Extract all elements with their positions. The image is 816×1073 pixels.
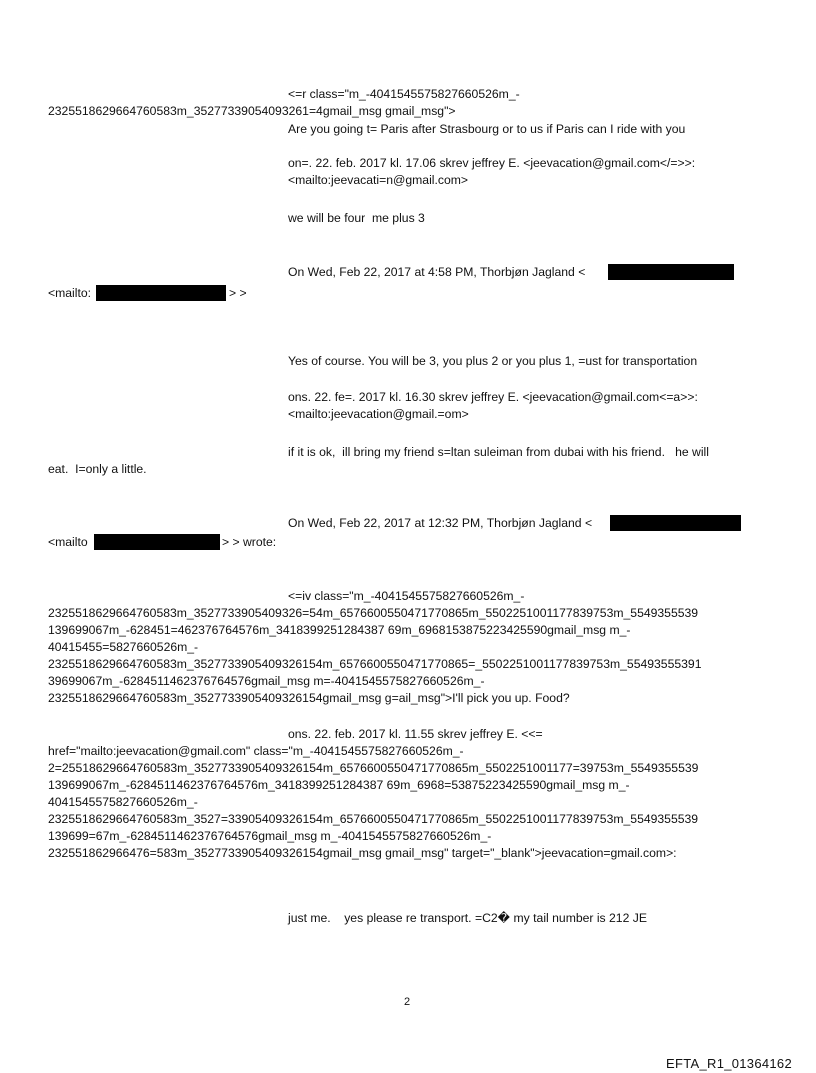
text-line: <mailto — [48, 535, 88, 549]
text-line: > > — [229, 286, 247, 300]
text-line: Yes of course. You will be 3, you plus 2 or you plus 1, =ust for transportation — [288, 354, 698, 368]
text-line: on=. 22. feb. 2017 kl. 17.06 skrev jeffrey E. <jeevacation@gmail.com</=>>: — [288, 156, 696, 170]
text-line: Are you going t= Paris after Strasbourg or to us if Paris can I ride with you — [288, 122, 686, 136]
text-line: <=iv class="m_-4041545575827660526m_- — [288, 589, 525, 603]
text-line: if it is ok, ill bring my friend s=ltan suleiman from dubai with his friend. he will — [288, 445, 709, 459]
text-line: 2=25518629664760583m_3527733905409326154m_6576600550471770865m_5502251001177=39753m_5549355539 — [48, 761, 699, 775]
text-line: 4041545575827660526m_- — [48, 795, 198, 809]
text-line: ons. 22. feb. 2017 kl. 11.55 skrev jeffrey E. <<= — [288, 727, 543, 741]
text-line: eat. I=only a little. — [48, 462, 147, 476]
text-line: <=r class="m_-4041545575827660526m_- — [288, 87, 520, 101]
text-line: 40415455=5827660526m_- — [48, 640, 199, 654]
text-line: href="mailto:jeevacation@gmail.com" class="m_-4041545575827660526m_- — [48, 744, 464, 758]
text-line: <mailto:jeevacation@gmail.=om> — [288, 407, 469, 421]
text-line: 2325518629664760583m_3527733905409326154gmail_msg g=ail_msg">I'll pick you up. Food? — [48, 691, 570, 705]
text-line: 39699067m_-6284511462376764576gmail_msg m=-4041545575827660526m_- — [48, 674, 485, 688]
text-line: 2325518629664760583m_3527733905409326154m_6576600550471770865=_5502251001177839753m_55493555391 — [48, 657, 702, 671]
text-line: we will be four me plus 3 — [288, 211, 425, 225]
text-line: On Wed, Feb 22, 2017 at 4:58 PM, Thorbjøn Jagland < — [288, 265, 586, 279]
text-line: 2325518629664760583m_3527=33905409326154m_6576600550471770865m_5502251001177839753m_5549355539 — [48, 812, 699, 826]
text-line: just me. yes please re transport. =C2� my tail number is 212 JE — [288, 911, 647, 925]
text-line: 139699067m_-628451=462376764576m_3418399251284387 69m_6968153875223425590gmail_msg m_- — [48, 623, 631, 637]
redaction-box — [94, 534, 220, 550]
redaction-box — [608, 264, 734, 280]
page-number: 2 — [404, 996, 411, 1008]
text-line: 139699067m_-6284511462376764576m_3418399251284387 69m_6968=53875223425590gmail_msg m_- — [48, 778, 630, 792]
redaction-box — [610, 515, 741, 531]
text-line: <mailto:jeevacati=n@gmail.com> — [288, 173, 469, 187]
text-line: 2325518629664760583m_3527733905409326=54m_6576600550471770865m_5502251001177839753m_5549355539 — [48, 606, 699, 620]
text-line: > > wrote: — [222, 535, 277, 549]
text-line: 2325518629664760583m_35277339054093261=4gmail_msg gmail_msg"> — [48, 104, 456, 118]
text-line: On Wed, Feb 22, 2017 at 12:32 PM, Thorbjøn Jagland < — [288, 516, 593, 530]
redaction-box — [96, 285, 226, 301]
text-line: 232551862966476=583m_3527733905409326154gmail_msg gmail_msg" target="_blank">jeevacation=gmail.com>: — [48, 846, 677, 860]
text-line: ons. 22. fe=. 2017 kl. 16.30 skrev jeffrey E. <jeevacation@gmail.com<=a>>: — [288, 390, 698, 404]
document-id-footer: EFTA_R1_01364162 — [666, 1056, 792, 1071]
text-line: <mailto: — [48, 286, 92, 300]
text-line: 139699=67m_-6284511462376764576gmail_msg m_-4041545575827660526m_- — [48, 829, 492, 843]
